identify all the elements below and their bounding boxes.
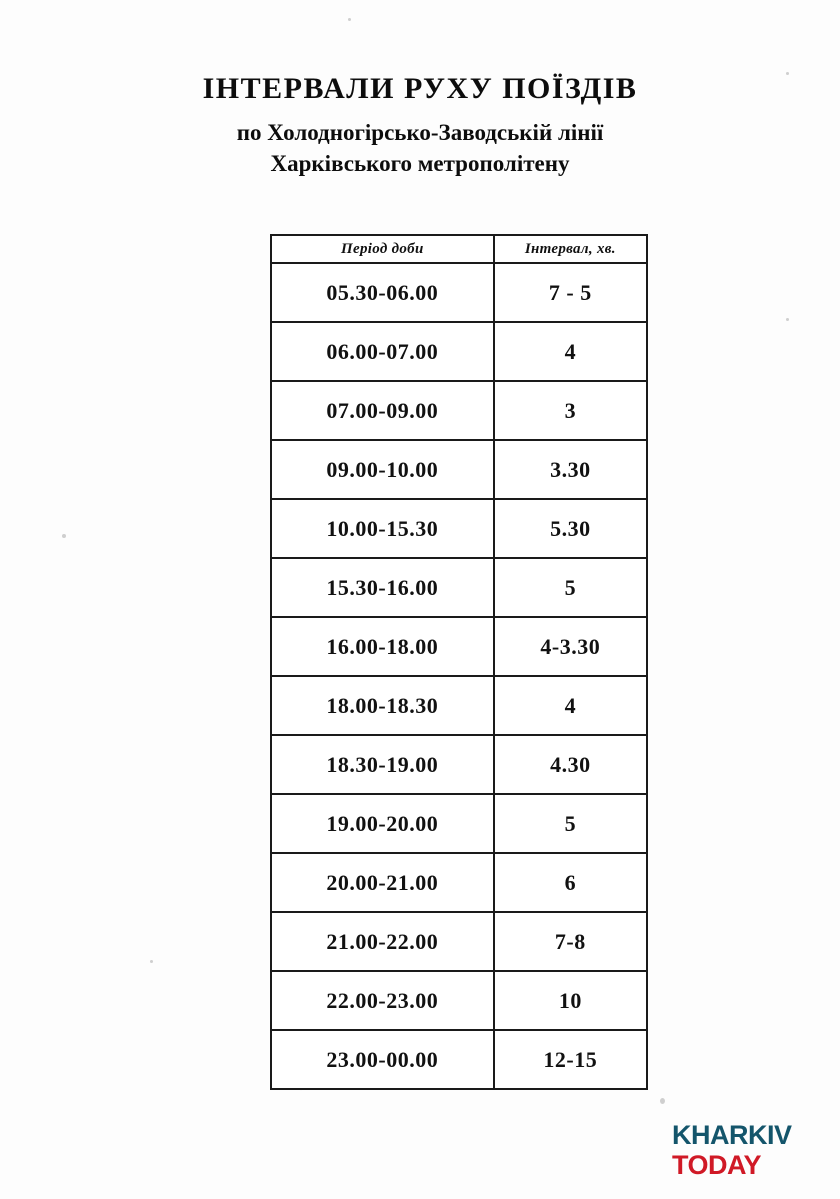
cell-interval: 7 - 5 <box>494 263 647 322</box>
cell-period: 10.00-15.30 <box>271 499 494 558</box>
table-row <box>271 322 647 381</box>
page-subtitle-line-1: по Холодногірсько-Заводській лінії <box>236 120 604 145</box>
cell-interval: 12-15 <box>494 1030 647 1089</box>
table-row <box>271 381 647 440</box>
logo-text-khar: KHAR <box>672 1120 748 1150</box>
cell-interval: 10 <box>494 971 647 1030</box>
scan-speck <box>62 534 66 538</box>
table-row <box>271 263 647 322</box>
cell-period: 07.00-09.00 <box>271 381 494 440</box>
table-row <box>271 794 647 853</box>
table-row <box>271 617 647 676</box>
cell-interval: 6 <box>494 853 647 912</box>
scan-speck <box>660 1098 665 1104</box>
cell-interval: 4 <box>494 676 647 735</box>
schedule-table-wrapper <box>270 234 648 1090</box>
table-row <box>271 676 647 735</box>
table-row <box>271 499 647 558</box>
cell-period: 15.30-16.00 <box>271 558 494 617</box>
column-header-period: Період доби <box>271 235 494 263</box>
scan-speck <box>150 960 153 963</box>
cell-interval: 5 <box>494 558 647 617</box>
logo-text-k-accent: K <box>748 1120 767 1150</box>
cell-period: 18.00-18.30 <box>271 676 494 735</box>
cell-period: 23.00-00.00 <box>271 1030 494 1089</box>
cell-interval: 5.30 <box>494 499 647 558</box>
table-row <box>271 558 647 617</box>
table-row <box>271 971 647 1030</box>
table-header <box>271 235 647 263</box>
logo-top-line <box>672 1122 792 1149</box>
cell-interval: 4.30 <box>494 735 647 794</box>
table-row <box>271 735 647 794</box>
cell-interval: 3 <box>494 381 647 440</box>
scan-speck <box>786 318 789 321</box>
logo-text-today: TODAY <box>672 1150 762 1180</box>
table-row <box>271 853 647 912</box>
cell-interval: 3.30 <box>494 440 647 499</box>
scan-speck <box>348 18 351 21</box>
kharkiv-today-logo <box>672 1122 792 1179</box>
cell-period: 21.00-22.00 <box>271 912 494 971</box>
cell-period: 06.00-07.00 <box>271 322 494 381</box>
cell-period: 20.00-21.00 <box>271 853 494 912</box>
table-row <box>271 912 647 971</box>
logo-text-iv: IV <box>767 1120 792 1150</box>
table-row <box>271 1030 647 1089</box>
table-header-row <box>271 235 647 263</box>
schedule-table <box>270 234 648 1090</box>
table-row <box>271 440 647 499</box>
cell-period: 18.30-19.00 <box>271 735 494 794</box>
cell-interval: 7-8 <box>494 912 647 971</box>
page-title-block <box>0 72 840 179</box>
column-header-interval: Інтервал, хв. <box>494 235 647 263</box>
table-body <box>271 263 647 1089</box>
page-subtitle-line-2: Харківського метрополітену <box>270 151 570 177</box>
cell-period: 05.30-06.00 <box>271 263 494 322</box>
cell-interval: 4-3.30 <box>494 617 647 676</box>
cell-period: 19.00-20.00 <box>271 794 494 853</box>
cell-period: 09.00-10.00 <box>271 440 494 499</box>
cell-interval: 5 <box>494 794 647 853</box>
cell-period: 22.00-23.00 <box>271 971 494 1030</box>
cell-period: 16.00-18.00 <box>271 617 494 676</box>
cell-interval: 4 <box>494 322 647 381</box>
page-title: ІНТЕРВАЛИ РУХУ ПОЇЗДІВ <box>202 72 638 105</box>
